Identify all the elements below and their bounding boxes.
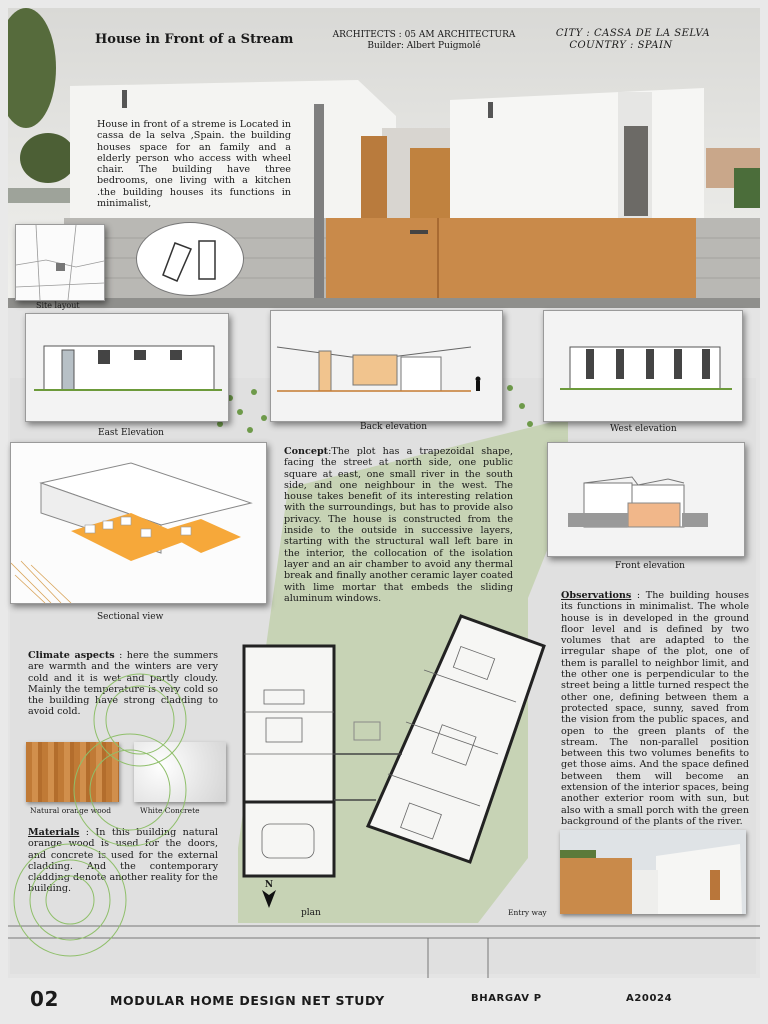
architects-credit: ARCHITECTS : 05 AM ARCHITECTURA	[332, 30, 516, 40]
author-name: BHARGAV P	[471, 993, 542, 1004]
west-elevation-caption: West elevation	[610, 424, 677, 434]
tree-outlines	[10, 660, 230, 970]
city-label: CITY : CASSA DE LA SELVA	[555, 28, 711, 39]
site-layout-map	[15, 224, 105, 301]
builder-credit: Builder: Albert Puigmolé	[367, 41, 481, 51]
climate-text: : here the summers are warmth and the winters are very cold and it is wet and partly cloudy. Mainly the temperature is very cold so the building have strong cladding to avoid cold.	[28, 650, 218, 718]
floor-plan	[236, 612, 556, 922]
entry-way-caption: Entry way	[508, 908, 547, 917]
west-elevation-drawing	[543, 310, 743, 422]
site-plan-bubble	[136, 222, 244, 296]
front-elevation-drawing	[547, 442, 745, 557]
climate-label: Climate aspects	[28, 650, 115, 661]
observations-label: Observations	[561, 590, 632, 601]
sheet-number: 02	[30, 987, 60, 1011]
east-elevation-caption: East Elevation	[98, 428, 164, 438]
sectional-view-caption: Sectional view	[97, 612, 164, 622]
concrete-caption: White Concrete	[140, 806, 200, 815]
concept-paragraph	[284, 446, 513, 604]
back-elevation-drawing	[270, 310, 503, 422]
front-elevation-caption: Front elevation	[615, 561, 685, 571]
site-layout-caption: Site layout	[36, 301, 80, 310]
project-title: MODULAR HOME DESIGN NET STUDY	[110, 993, 385, 1008]
student-id: A20024	[626, 993, 673, 1004]
plan-caption: plan	[301, 908, 321, 918]
sectional-view-drawing	[10, 442, 267, 604]
concept-label: Concept	[284, 446, 329, 457]
east-elevation-drawing	[25, 313, 229, 422]
exterior-photo	[560, 830, 746, 914]
materials-text: : In this building natural orange wood is used for the doors, and concrete is used for the external cladding. And the contemporary cladding denote another reality for the building.	[28, 827, 218, 895]
observations-text: : The building houses its functions in minimalist. The whole house is in developed in the ground floor level and is defined by two volumes that are adapted to the irregular shape of the plot, one of them is parallel to neighbor limit, and the other one is perpendicular to the street being a little turned respect the other one, defining between them a protected space, sunny, saved from the vision from the public spaces, and open to the green plants of the stream. The non-parallel position between this two volumes benefits to get those aims. And the space defined between them will become an extension of the interior spaces, being another exterior room with sun, but also with a small porch with the green background of the plants of the river.	[561, 590, 749, 827]
materials-label: Materials	[28, 827, 80, 838]
observations-paragraph	[561, 590, 749, 827]
back-elevation-caption: Back elevation	[360, 422, 428, 432]
concept-text: :The plot has a trapezoidal shape, facing the street at north side, one public square at east, one small river in the south side, and one neighbour in the west. The house takes benefit of its interesting relation with the surroundings, but has to provide also privacy. The house is constructed from the inside to the outside in successive layers, starting with the structural wall left bare in the interior, the collocation of the isolation layer and an air chamber to avoid any thermal break and finally another ceramic layer coated with lime mortar that embeds the sliding aluminum windows.	[284, 446, 513, 604]
country-label: COUNTRY : SPAIN	[569, 40, 673, 51]
north-arrow-icon	[262, 890, 276, 908]
north-label: N	[264, 880, 274, 890]
page-title: House in Front of a Stream	[95, 32, 294, 47]
intro-paragraph: House in front of a streme is Located in cassa de la selva ,Spain. the building houses space for an family and a elderly person who access with wheel chair. The building have three bedrooms, one living with a kitchen .the building houses its functions in minimalist,	[97, 119, 291, 210]
north-arrow	[262, 880, 276, 912]
wood-caption: Natural orange wood	[30, 806, 111, 815]
